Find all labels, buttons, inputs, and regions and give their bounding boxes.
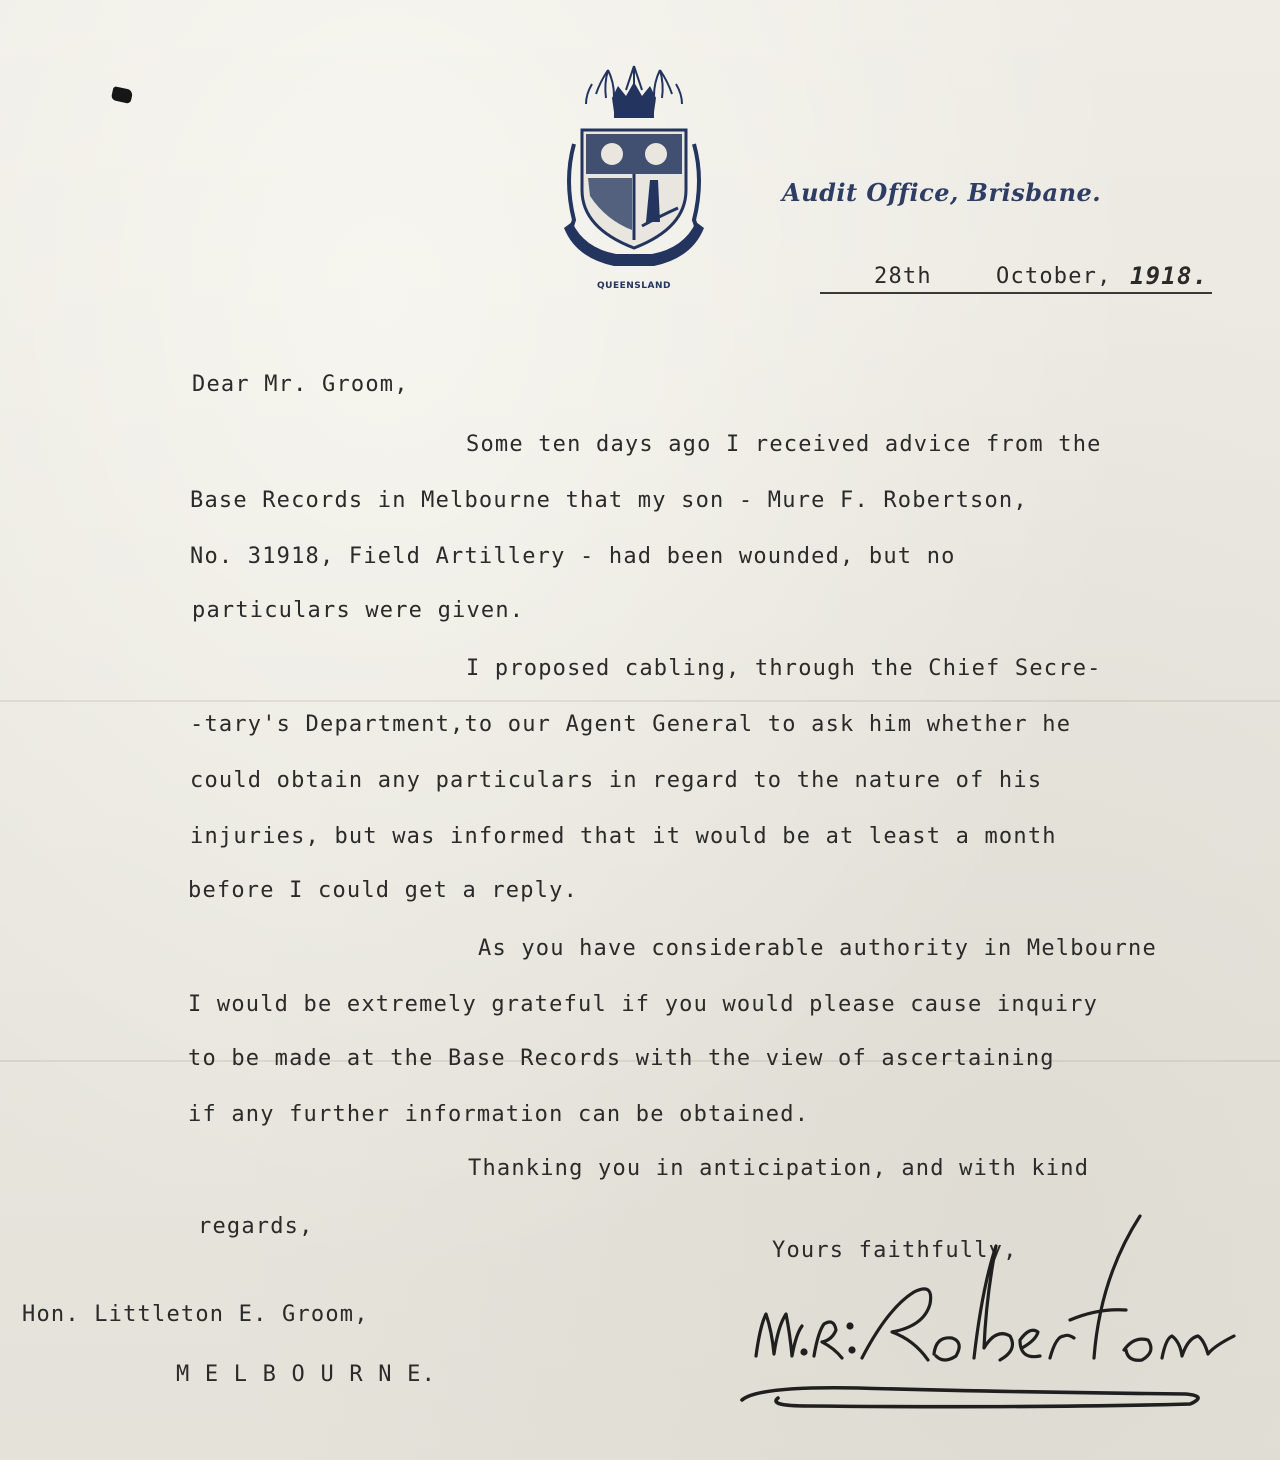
addressee-city: M E L B O U R N E.	[176, 1362, 437, 1387]
body-line: -tary's Department,to our Agent General to ask him whether he	[190, 712, 1072, 737]
body-line: injuries, but was informed that it would be at least a month	[190, 824, 1057, 849]
body-line: before I could get a reply.	[188, 878, 579, 903]
closing: Yours faithfully,	[772, 1238, 1018, 1263]
paper-fold	[0, 700, 1280, 702]
date-line	[820, 264, 1212, 294]
body-line: particulars were given.	[192, 598, 525, 623]
body-line: No. 31918, Field Artillery - had been wounded, but no	[190, 544, 956, 569]
letterhead-office: Audit Office, Brisbane.	[782, 178, 1102, 207]
queensland-crest-icon	[556, 60, 712, 292]
body-line: could obtain any particulars in regard to the nature of his	[190, 768, 1043, 793]
body-line: Thanking you in anticipation, and with kind	[468, 1156, 1090, 1181]
handwritten-signature-icon	[738, 1208, 1258, 1418]
body-line: regards,	[198, 1214, 314, 1239]
body-line: to be made at the Base Records with the view of ascertaining	[188, 1046, 1055, 1071]
body-line: I would be extremely grateful if you would please cause inquiry	[188, 992, 1099, 1017]
addressee-name: Hon. Littleton E. Groom,	[22, 1302, 369, 1327]
svg-text:QUEENSLAND: QUEENSLAND	[597, 281, 671, 291]
body-line: As you have considerable authority in Melbourne	[478, 936, 1157, 961]
body-line: Some ten days ago I received advice from the	[466, 432, 1102, 457]
body-line: if any further information can be obtained.	[188, 1102, 810, 1127]
body-line: I proposed cabling, through the Chief Secre-	[466, 656, 1102, 681]
date-year: 1918.	[1130, 262, 1209, 290]
date-day: 28th	[874, 264, 932, 289]
salutation: Dear Mr. Groom,	[192, 372, 409, 397]
ink-blot	[111, 86, 133, 104]
body-line: Base Records in Melbourne that my son - Mure F. Robertson,	[190, 488, 1028, 513]
date-month: October,	[996, 264, 1112, 289]
